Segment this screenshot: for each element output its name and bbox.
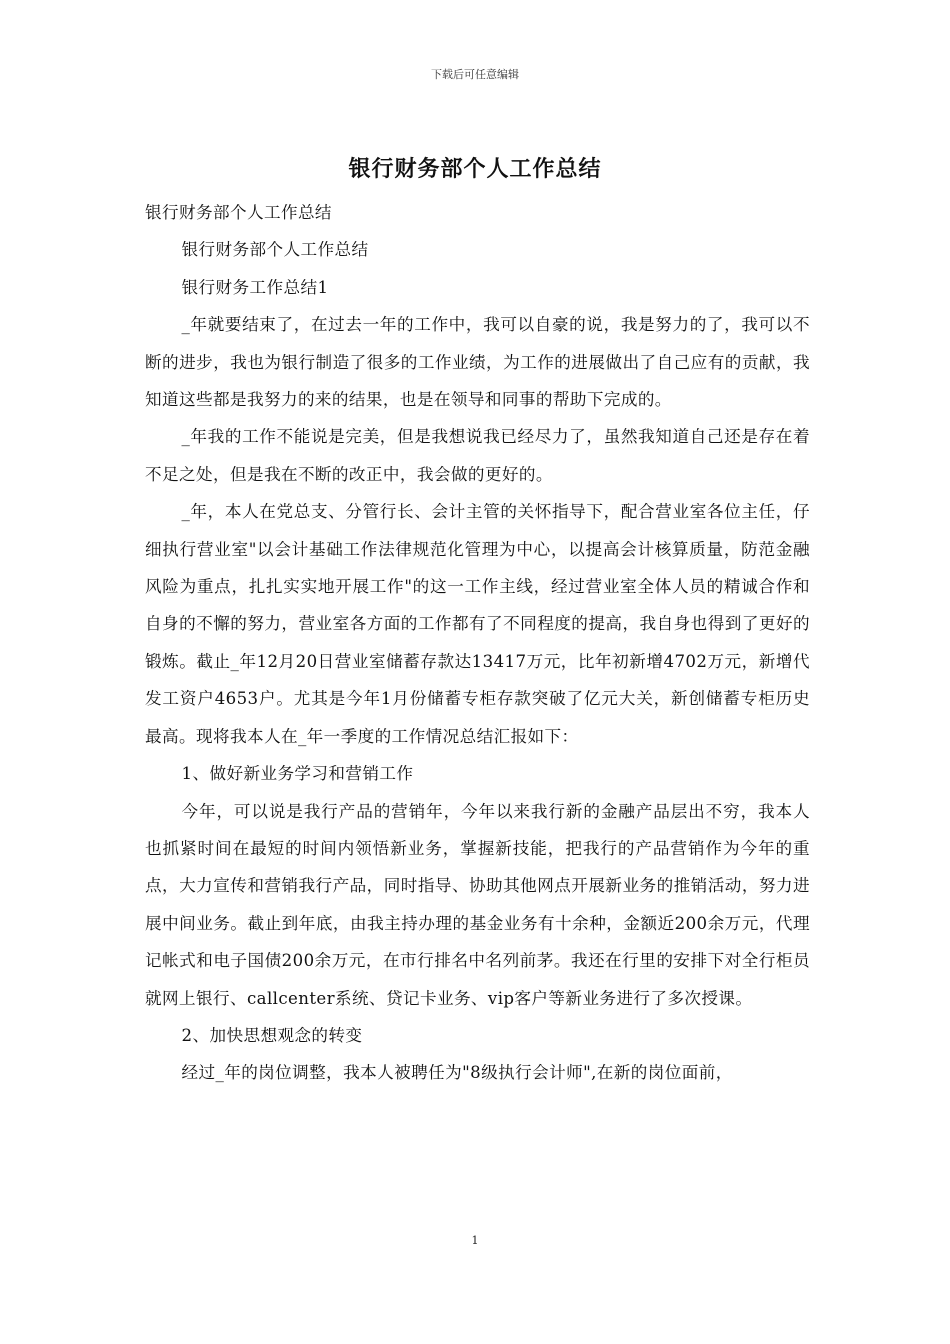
paragraph-heading: 银行财务部个人工作总结 (181, 240, 369, 260)
paragraph-section-heading: 1、做好新业务学习和营销工作 (181, 764, 414, 784)
document-title: 银行财务部个人工作总结 (348, 156, 602, 182)
header-note: 下载后可任意编辑 (431, 68, 519, 81)
paragraph-section-heading: 2、加快思想观念的转变 (181, 1025, 363, 1045)
paragraph-body: 今年，可以说是我行产品的营销年，今年以来我行新的金融产品层出不穷，我本人也抓紧时间在最短的时间内领悟新业务，掌握新技能，把我行的产品营销作为今年的重点，大力宣传和营销我行产品，同时指导、协助其他网点开展新业务的推销活动，努力进展中间业务。截止到年底，由我主持办理的基金业务有十余种，金额近200余万元，代理记帐式和电子国债200余万元，在市行排名中名列前茅。我还在行里的安排下对全行柜员就网上银行、callcenter系统、贷记卡业务、vip客户等新业务进行了多次授课。 (145, 801, 810, 1008)
paragraph-subtitle: 银行财务部个人工作总结 (145, 203, 332, 222)
paragraph-body: _年就要结束了，在过去一年的工作中，我可以自豪的说，我是努力的了，我可以不断的进步，我也为银行制造了很多的工作业绩，为工作的进展做出了自己应有的贡献，我知道这些都是我努力的来的结果，也是在领导和同事的帮助下完成的。 (145, 315, 810, 410)
paragraph-section-title: 银行财务工作总结1 (181, 277, 329, 297)
document-body (145, 194, 810, 1092)
paragraph-body: _年，本人在党总支、分管行长、会计主管的关怀指导下，配合营业室各位主任，仔细执行营业室"以会计基础工作法律规范化管理为中心，以提高会计核算质量，防范金融风险为重点，扎扎实实地开展工作"的这一工作主线，经过营业室全体人员的精诚合作和自身的不懈的努力，营业室各方面的工作都有了不同程度的提高，我自身也得到了更好的锻炼。截止_年12月20日营业室储蓄存款达13417万元，比年初新增4702万元，新增代发工资户4653户。尤其是今年1月份储蓄专柜存款突破了亿元大关，新创储蓄专柜历史最高。现将我本人在_年一季度的工作情况总结汇报如下： (145, 502, 810, 746)
paragraph-body: 经过_年的岗位调整，我本人被聘任为"8级执行会计师",在新的岗位面前， (181, 1063, 733, 1083)
page-number: 1 (471, 1234, 479, 1247)
paragraph-body: _年我的工作不能说是完美，但是我想说我已经尽力了，虽然我知道自己还是存在着不足之处，但是我在不断的改正中，我会做的更好的。 (145, 427, 810, 484)
